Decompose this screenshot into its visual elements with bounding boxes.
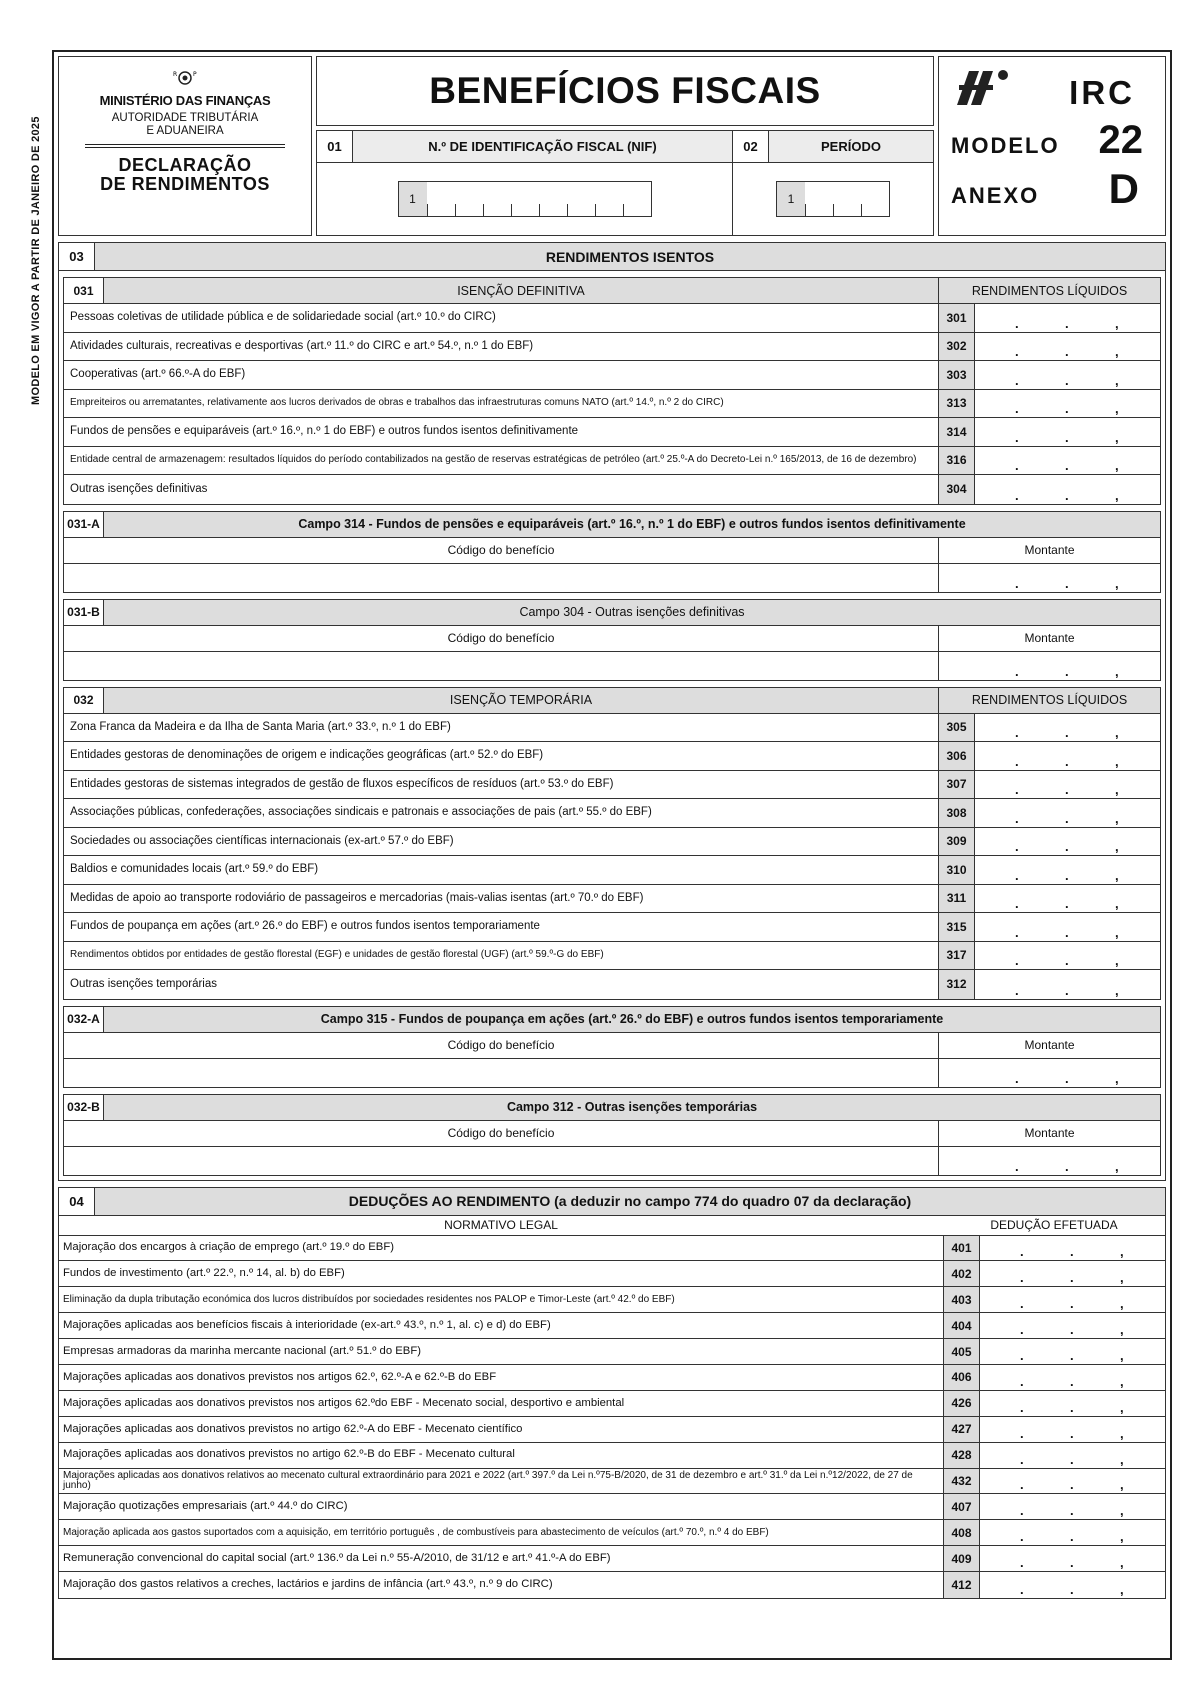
nif-field-group (317, 131, 733, 235)
periodo-input[interactable] (776, 181, 890, 217)
amount-input[interactable]: . . , (974, 742, 1160, 770)
nif-digit[interactable] (427, 182, 455, 216)
amount-input[interactable]: . . , (979, 1469, 1165, 1494)
table-row (59, 1572, 1165, 1598)
row-label: Pessoas coletivas de utilidade pública e de solidariedade social (art.º 10.º do CIRC) (70, 311, 496, 323)
benefit-code-input[interactable] (64, 652, 938, 680)
form-frame (52, 50, 1172, 1660)
amount-header: Montante (938, 626, 1160, 651)
field-code: 432 (943, 1469, 979, 1494)
amount-header: Montante (938, 538, 1160, 563)
declaration-line-2: DE RENDIMENTOS (100, 174, 270, 195)
at-logo-icon (951, 67, 1013, 112)
field-code: 407 (943, 1494, 979, 1519)
amount-column-header: RENDIMENTOS LÍQUIDOS (938, 688, 1160, 713)
row-label: Majorações aplicadas aos donativos previstos nos artigos 62.º, 62.º-A e 62.º-B do EBF (63, 1370, 497, 1383)
field-code: 301 (938, 304, 974, 332)
row-label: Majoração aplicada aos gastos suportados com a aquisição, em território português , de combustíveis para abastecimento de veículos (art.º 70.º, n.º 4 do EBF) (63, 1526, 769, 1538)
amount-input[interactable]: . . , (974, 447, 1160, 475)
table-031-rows (64, 304, 1160, 504)
field-code: 308 (938, 799, 974, 827)
field-code: 403 (943, 1287, 979, 1312)
amount-input[interactable]: . . , (979, 1236, 1165, 1261)
nif-digit[interactable] (623, 182, 651, 216)
nif-digit[interactable]: 1 (399, 182, 427, 216)
amount-input[interactable]: . . , (974, 856, 1160, 884)
table-row (64, 742, 1160, 771)
field-code: 315 (938, 913, 974, 941)
periodo-digit[interactable] (805, 182, 833, 216)
table-number: 031-B (64, 600, 104, 625)
table-number: 032-A (64, 1007, 104, 1032)
row-label: Entidades gestoras de sistemas integrados de gestão de fluxos específicos de resíduos (art.º 53.º do EBF) (70, 777, 614, 790)
amount-input[interactable]: . . , (979, 1443, 1165, 1468)
periodo-field-label: PERÍODO (769, 131, 933, 162)
table-031 (63, 277, 1161, 505)
amount-input[interactable]: . . , (938, 652, 1160, 680)
field-code: 306 (938, 742, 974, 770)
amount-input[interactable]: . . , (979, 1546, 1165, 1571)
periodo-field-group (733, 131, 933, 235)
field-code: 307 (938, 771, 974, 799)
table-row (64, 970, 1160, 999)
svg-text:P: P (193, 71, 197, 78)
table-title: Campo 304 - Outras isenções definitivas (104, 600, 1160, 625)
amount-input[interactable]: . . , (974, 390, 1160, 418)
table-row (64, 771, 1160, 800)
row-label: Entidades gestoras de denominações de origem e indicações geográficas (art.º 52.º do EBF) (70, 749, 544, 761)
field-code: 401 (943, 1236, 979, 1261)
declaration-title (100, 156, 270, 194)
table-row (64, 856, 1160, 885)
divider (85, 147, 285, 148)
row-label: Remuneração convencional do capital social (art.º 136.º da Lei n.º 55-A/2010, de 31/12 e art.º 41.º-A do EBF) (63, 1551, 611, 1564)
field-code: 309 (938, 828, 974, 856)
row-label: Outras isenções definitivas (70, 482, 208, 495)
table-row (64, 828, 1160, 857)
row-label: Cooperativas (art.º 66.º-A do EBF) (70, 368, 246, 380)
benefit-code-header: Código do benefício (447, 1126, 555, 1140)
row-label: Empresas armadoras da marinha mercante nacional (art.º 51.º do EBF) (63, 1344, 421, 1357)
amount-input[interactable]: . . , (979, 1365, 1165, 1390)
ministry-name: MINISTÉRIO DAS FINANÇAS (99, 93, 271, 108)
table-row (64, 304, 1160, 333)
nif-digit[interactable] (455, 182, 483, 216)
field-code: 402 (943, 1261, 979, 1286)
table-row (59, 1261, 1165, 1287)
field-code: 317 (938, 942, 974, 970)
field-code: 312 (938, 970, 974, 999)
table-031-b (63, 599, 1161, 681)
amount-input[interactable]: . . , (979, 1520, 1165, 1545)
authority-line-2: E ADUANEIRA (146, 125, 224, 138)
anexo-label: ANEXO (951, 183, 1040, 208)
table-row (64, 390, 1160, 419)
table-row (59, 1313, 1165, 1339)
amount-header: Montante (938, 1121, 1160, 1146)
amount-input[interactable]: . . , (974, 942, 1160, 970)
field-code: 304 (938, 475, 974, 504)
amount-input[interactable]: . . , (938, 564, 1160, 592)
row-label: Entidade central de armazenagem: resultados líquidos do período contabilizados na gestão de reservas estratégicas de petróleo (art.º 25.º-A do Decreto-Lei n.º 165/2013, de 16 de dezembro) (70, 454, 917, 466)
field-code: 313 (938, 390, 974, 418)
row-label: Outras isenções temporárias (70, 977, 218, 990)
row-label: Majorações aplicadas aos benefícios fiscais à interioridade (ex-art.º 43.º, n.º 1, al. c) e d) do EBF) (63, 1318, 551, 1331)
legal-norm-header: NORMATIVO LEGAL (444, 1218, 558, 1232)
table-row (59, 1417, 1165, 1443)
field-code: 405 (943, 1339, 979, 1364)
field-code: 310 (938, 856, 974, 884)
section-04 (58, 1187, 1166, 1599)
table-title: ISENÇÃO TEMPORÁRIA (104, 688, 938, 713)
benefit-code-input[interactable] (64, 1147, 938, 1175)
field-code: 314 (938, 418, 974, 446)
amount-input[interactable]: . . , (974, 418, 1160, 446)
form-header (58, 56, 1166, 236)
row-label: Fundos de investimento (art.º 22.º, n.º 14, al. b) do EBF) (63, 1267, 345, 1280)
table-number: 031 (64, 278, 104, 303)
nif-input[interactable] (398, 181, 652, 217)
table-title: Campo 312 - Outras isenções temporárias (104, 1095, 1160, 1120)
table-title: Campo 314 - Fundos de pensões e equiparáveis (art.º 16.º, n.º 1 do EBF) e outros fundos isentos definitivamente (104, 512, 1160, 537)
table-row (59, 1520, 1165, 1546)
field-code: 426 (943, 1391, 979, 1416)
row-label: Majoração dos gastos relativos a creches, lactários e jardins de infância (art.º 43.º, n.º 9 do CIRC) (63, 1578, 553, 1591)
benefit-code-header: Código do benefício (447, 1038, 555, 1052)
section-title: RENDIMENTOS ISENTOS (95, 243, 1165, 270)
row-label: Rendimentos obtidos por entidades de gestão florestal (EGF) e unidades de gestão florestal (UGF) (art.º 59.º-G do EBF) (70, 949, 604, 961)
table-row (64, 799, 1160, 828)
ministry-box (58, 56, 312, 236)
amount-input[interactable]: . . , (979, 1313, 1165, 1338)
row-label: Majoração dos encargos à criação de emprego (art.º 19.º do EBF) (63, 1241, 395, 1254)
section-number: 03 (59, 243, 95, 270)
section-04-rows (59, 1236, 1165, 1598)
table-032-rows (64, 714, 1160, 999)
model-box (938, 56, 1166, 236)
row-label: Majoração quotizações empresariais (art.º 44.º do CIRC) (63, 1500, 348, 1513)
amount-column-header: RENDIMENTOS LÍQUIDOS (938, 278, 1160, 303)
row-label: Majorações aplicadas aos donativos previstos no artigo 62.º-A do EBF - Mecenato científico (63, 1422, 523, 1435)
amount-input[interactable]: . . , (979, 1391, 1165, 1416)
title-area (316, 56, 934, 236)
nif-field-number: 01 (317, 131, 353, 162)
section-title: DEDUÇÕES AO RENDIMENTO (a deduzir no campo 774 do quadro 07 da declaração) (95, 1188, 1165, 1215)
nif-digit[interactable] (483, 182, 511, 216)
row-label: Medidas de apoio ao transporte rodoviário de passageiros e mercadorias (mais-valias isentas (art.º 70.º do EBF) (70, 891, 644, 904)
table-number: 032 (64, 688, 104, 713)
authority-name (112, 112, 259, 138)
nif-digit[interactable] (595, 182, 623, 216)
table-row (59, 1391, 1165, 1417)
amount-input[interactable]: . . , (979, 1261, 1165, 1286)
benefit-code-input[interactable] (64, 564, 938, 592)
form-title: BENEFÍCIOS FISCAIS (316, 56, 934, 126)
anexo-value: D (1108, 165, 1139, 212)
field-code: 412 (943, 1572, 979, 1598)
table-032-b (63, 1094, 1161, 1176)
row-label: Fundos de poupança em ações (art.º 26.º do EBF) e outros fundos isentos temporariamente (70, 920, 540, 932)
table-title: ISENÇÃO DEFINITIVA (104, 278, 938, 303)
coat-of-arms-icon (172, 67, 198, 89)
amount-input[interactable]: . . , (979, 1494, 1165, 1519)
table-row (59, 1494, 1165, 1520)
row-label: Empreiteiros ou arrematantes, relativamente aos lucros derivados de obras e trabalhos das infraestruturas comuns NATO (art.º 14.º, n.º 2 do CIRC) (70, 397, 724, 409)
row-label: Baldios e comunidades locais (art.º 59.º do EBF) (70, 863, 319, 875)
amount-input[interactable]: . . , (974, 361, 1160, 389)
amount-input[interactable]: . . , (938, 1059, 1160, 1087)
table-row (64, 361, 1160, 390)
declaration-line-1: DECLARAÇÃO (118, 155, 252, 176)
periodo-digit[interactable] (833, 182, 861, 216)
irc-label: IRC (1069, 74, 1135, 111)
amount-input[interactable]: . . , (979, 1287, 1165, 1312)
table-row (59, 1236, 1165, 1262)
table-title: Campo 315 - Fundos de poupança em ações (art.º 26.º do EBF) e outros fundos isentos temporariamente (104, 1007, 1160, 1032)
amount-input[interactable]: . . , (974, 475, 1160, 504)
table-row (64, 885, 1160, 914)
table-number: 032-B (64, 1095, 104, 1120)
field-code: 316 (938, 447, 974, 475)
amount-input[interactable]: . . , (974, 885, 1160, 913)
table-row (59, 1546, 1165, 1572)
section-number: 04 (59, 1188, 95, 1215)
row-label: Eliminação da dupla tributação económica dos lucros distribuídos por sociedades residentes nos PALOP e Timor-Leste (art.º 42.º do EBF) (63, 1293, 675, 1305)
table-row (59, 1339, 1165, 1365)
amount-input[interactable]: . . , (979, 1339, 1165, 1364)
field-code: 409 (943, 1546, 979, 1571)
table-031-a (63, 511, 1161, 593)
row-label: Associações públicas, confederações, associações sindicais e patronais e associações de pais (art.º 55.º do EBF) (70, 806, 652, 818)
benefit-code-header: Código do benefício (447, 631, 555, 645)
nif-digit[interactable] (511, 182, 539, 216)
table-row (64, 913, 1160, 942)
table-row (64, 418, 1160, 447)
table-032-a (63, 1006, 1161, 1088)
validity-side-text: MODELO EM VIGOR A PARTIR DE JANEIRO DE 2025 (30, 116, 42, 405)
table-row (64, 475, 1160, 504)
amount-input[interactable]: . . , (974, 970, 1160, 999)
table-row (59, 1365, 1165, 1391)
deduction-header: DEDUÇÃO EFETUADA (990, 1218, 1118, 1232)
nif-digit[interactable] (567, 182, 595, 216)
field-code: 428 (943, 1443, 979, 1468)
section-03 (58, 242, 1166, 1181)
row-label: Majorações aplicadas aos donativos previstos nos artigos 62.ºdo EBF - Mecenato social, desportivo e ambiental (63, 1396, 625, 1409)
modelo-value: 22 (1098, 118, 1143, 162)
periodo-digit[interactable]: 1 (777, 182, 805, 216)
amount-input[interactable]: . . , (974, 913, 1160, 941)
periodo-digit[interactable] (861, 182, 889, 216)
field-code: 408 (943, 1520, 979, 1545)
row-label: Zona Franca da Madeira e da Ilha de Santa Maria (art.º 33.º, n.º 1 do EBF) (70, 720, 451, 733)
field-code: 305 (938, 714, 974, 742)
field-code: 302 (938, 333, 974, 361)
svg-text:R: R (173, 71, 178, 78)
amount-input[interactable]: . . , (974, 799, 1160, 827)
nif-digit[interactable] (539, 182, 567, 216)
row-label: Majorações aplicadas aos donativos previstos no artigo 62.º-B do EBF - Mecenato cultural (63, 1448, 515, 1461)
identification-row (316, 130, 934, 236)
periodo-field-number: 02 (733, 131, 769, 162)
table-row (59, 1469, 1165, 1495)
benefit-code-header: Código do benefício (447, 543, 555, 557)
table-032 (63, 687, 1161, 1000)
amount-input[interactable]: . . , (974, 304, 1160, 332)
field-code: 404 (943, 1313, 979, 1338)
amount-input[interactable]: . . , (974, 771, 1160, 799)
amount-header: Montante (938, 1033, 1160, 1058)
field-code: 311 (938, 885, 974, 913)
amount-input[interactable]: . . , (974, 333, 1160, 361)
amount-input[interactable]: . . , (938, 1147, 1160, 1175)
benefit-code-input[interactable] (64, 1059, 938, 1087)
table-row (64, 942, 1160, 971)
table-number: 031-A (64, 512, 104, 537)
amount-input[interactable]: . . , (979, 1572, 1165, 1598)
amount-input[interactable]: . . , (974, 714, 1160, 742)
modelo-label: MODELO (951, 133, 1060, 158)
field-code: 303 (938, 361, 974, 389)
field-code: 427 (943, 1417, 979, 1442)
authority-line-1: AUTORIDADE TRIBUTÁRIA (111, 112, 259, 124)
table-row (64, 447, 1160, 476)
amount-input[interactable]: . . , (979, 1417, 1165, 1442)
row-label: Majorações aplicadas aos donativos relativos ao mecenato cultural extraordinário para 2021 e 2022 (art.º 397.º da Lei n.º75-B/2020, de 31 de dezembro e art.º 31.º da Lei n.º12/2022, de 27 de junho) (63, 1469, 913, 1491)
row-label: Fundos de pensões e equiparáveis (art.º 16.º, n.º 1 do EBF) e outros fundos isentos definitivamente (70, 425, 579, 437)
field-code: 406 (943, 1365, 979, 1390)
table-row (59, 1287, 1165, 1313)
table-row (64, 714, 1160, 743)
table-row (64, 333, 1160, 362)
table-row (59, 1443, 1165, 1469)
nif-field-label: N.º DE IDENTIFICAÇÃO FISCAL (NIF) (353, 131, 732, 162)
row-label: Atividades culturais, recreativas e desportivas (art.º 11.º do CIRC e art.º 54.º, n.º 1 do EBF) (70, 339, 534, 352)
divider (85, 144, 285, 145)
amount-input[interactable]: . . , (974, 828, 1160, 856)
row-label: Sociedades ou associações científicas internacionais (ex-art.º 57.º do EBF) (70, 834, 454, 847)
